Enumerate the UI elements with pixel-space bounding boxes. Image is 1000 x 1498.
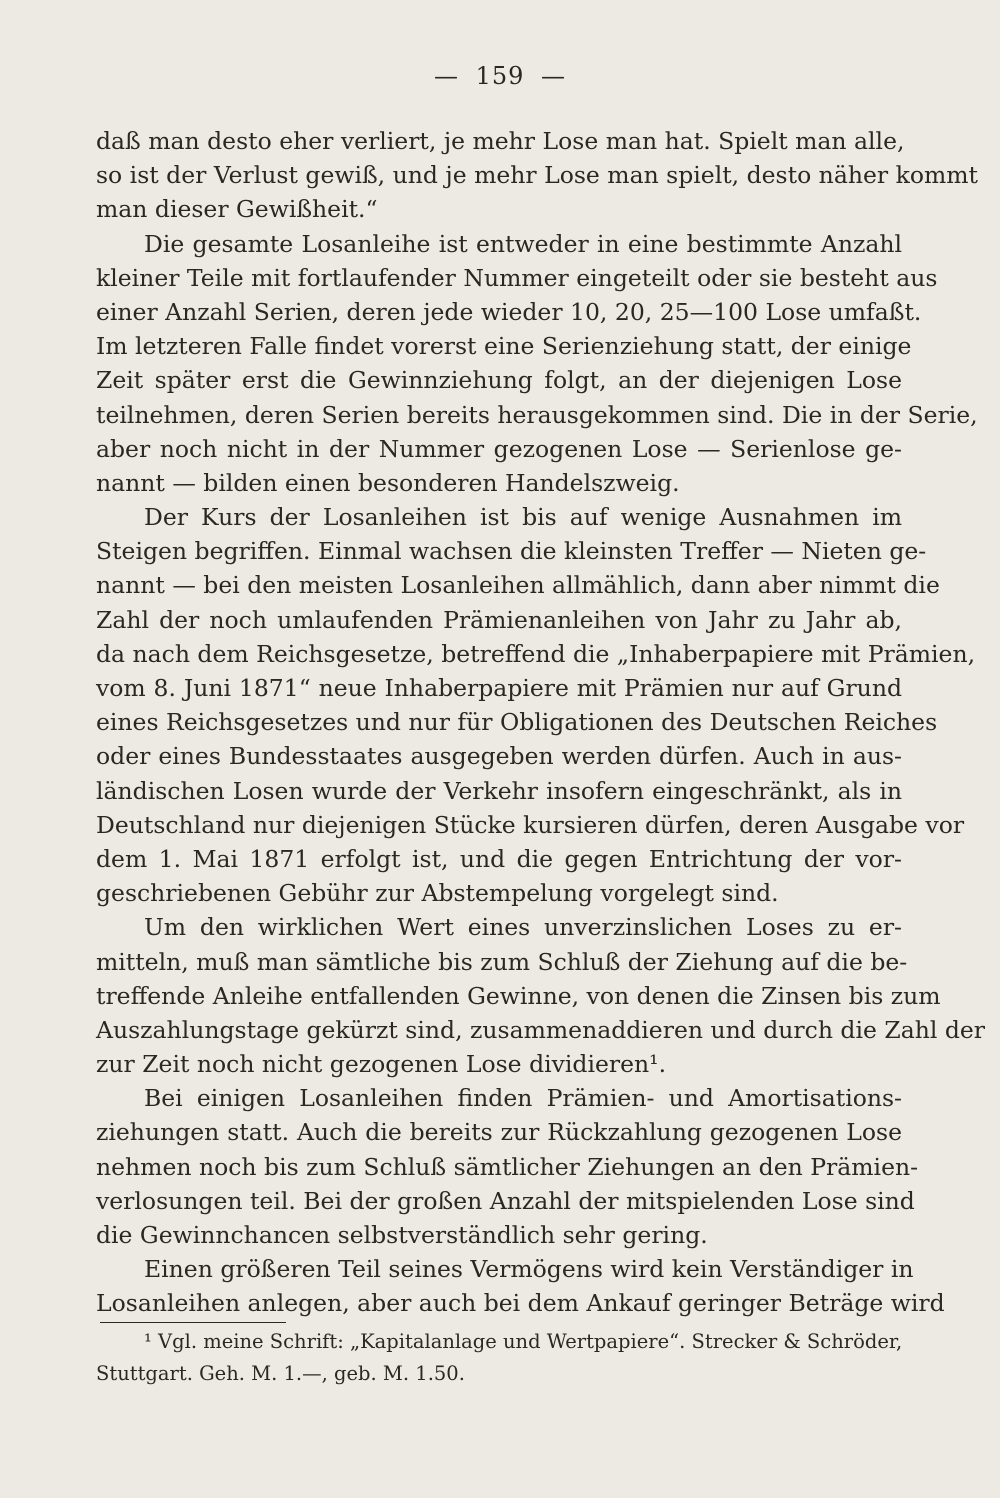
footnote	[96, 1326, 902, 1390]
text-line: ländischen Losen wurde der Verkehr insofern eingeschränkt, als in	[96, 776, 902, 805]
text-line: geschriebenen Gebühr zur Abstempelung vorgelegt sind.	[96, 879, 779, 908]
text-line: Die gesamte Losanleihe ist entweder in eine bestimmte Anzahl	[144, 229, 902, 258]
page-number: — 159 —	[433, 62, 567, 90]
text-line: Losanleihen anlegen, aber auch bei dem Ankauf geringer Beträge wird	[96, 1289, 945, 1318]
text-line: Einen größeren Teil seines Vermögens wird kein Verständiger in	[144, 1255, 914, 1284]
footnote-divider	[100, 1322, 286, 1323]
text-line: vom 8. Juni 1871“ neue Inhaberpapiere mit Prämien nur auf Grund	[96, 674, 902, 702]
text-line: da nach dem Reichsgesetze, betreffend die „Inhaberpapiere mit Prämien,	[96, 639, 976, 668]
text-line: Zeit später erst die Gewinnziehung folgt, an der diejenigen Lose	[96, 366, 902, 395]
text-line: oder eines Bundesstaates ausgegeben werden dürfen. Auch in aus-	[96, 742, 902, 771]
text-line: teilnehmen, deren Serien bereits herausgekommen sind. Die in der Serie,	[96, 400, 978, 429]
text-line: aber noch nicht in der Nummer gezogenen Lose — Serienlose ge-	[96, 434, 902, 463]
text-line: nehmen noch bis zum Schluß sämtlicher Ziehungen an den Prämien-	[96, 1152, 919, 1181]
text-line: ziehungen statt. Auch die bereits zur Rückzahlung gezogenen Lose	[96, 1118, 902, 1147]
text-line: zur Zeit noch nicht gezogenen Lose dividieren¹.	[96, 1050, 667, 1079]
text-line: Der Kurs der Losanleihen ist bis auf wenige Ausnahmen im	[144, 503, 902, 532]
text-line: die Gewinnchancen selbstverständlich sehr gering.	[96, 1221, 708, 1249]
text-line: Um den wirklichen Wert eines unverzinslichen Loses zu er-	[144, 913, 902, 942]
body-text	[96, 124, 986, 1321]
text-line: so ist der Verlust gewiß, und je mehr Lose man spielt, desto näher kommt	[96, 161, 978, 190]
text-line: daß man desto eher verliert, je mehr Lose man hat. Spielt man alle,	[96, 127, 905, 155]
text-line: treffende Anleihe entfallenden Gewinne, von denen die Zinsen bis zum	[96, 981, 941, 1010]
footnote-line: ¹ Vgl. meine Schrift: „Kapitalanlage und Wertpapiere“. Strecker & Schröder,	[144, 1330, 903, 1353]
text-line: einer Anzahl Serien, deren jede wieder 10, 20, 25—100 Lose umfaßt.	[96, 297, 922, 326]
text-line: kleiner Teile mit fortlaufender Nummer eingeteilt oder sie besteht aus	[96, 263, 938, 292]
text-line: verlosungen teil. Bei der großen Anzahl der mitspielenden Lose sind	[96, 1186, 915, 1215]
text-line: eines Reichsgesetzes und nur für Obligationen des Deutschen Reiches	[96, 708, 938, 737]
text-line: Bei einigen Losanleihen finden Prämien- und Amortisations-	[144, 1084, 902, 1113]
text-line: Steigen begriffen. Einmal wachsen die kleinsten Treffer — Nieten ge-	[96, 537, 927, 566]
text-line: Deutschland nur diejenigen Stücke kursieren dürfen, deren Ausgabe vor	[96, 810, 965, 839]
text-line: Auszahlungstage gekürzt sind, zusammenaddieren und durch die Zahl der	[96, 1015, 986, 1044]
text-line: Zahl der noch umlaufenden Prämienanleihen von Jahr zu Jahr ab,	[96, 605, 902, 634]
text-line: mitteln, muß man sämtliche bis zum Schluß der Ziehung auf die be-	[96, 947, 908, 976]
footnote-line: Stuttgart. Geh. M. 1.—, geb. M. 1.50.	[96, 1362, 465, 1385]
text-line: nannt — bilden einen besonderen Handelszweig.	[96, 468, 680, 497]
text-line: man dieser Gewißheit.“	[96, 195, 378, 224]
text-line: nannt — bei den meisten Losanleihen allmählich, dann aber nimmt die	[96, 571, 940, 600]
text-line: dem 1. Mai 1871 erfolgt ist, und die gegen Entrichtung der vor-	[96, 844, 902, 873]
text-line: Im letzteren Falle findet vorerst eine Serienziehung statt, der einige	[96, 332, 912, 361]
